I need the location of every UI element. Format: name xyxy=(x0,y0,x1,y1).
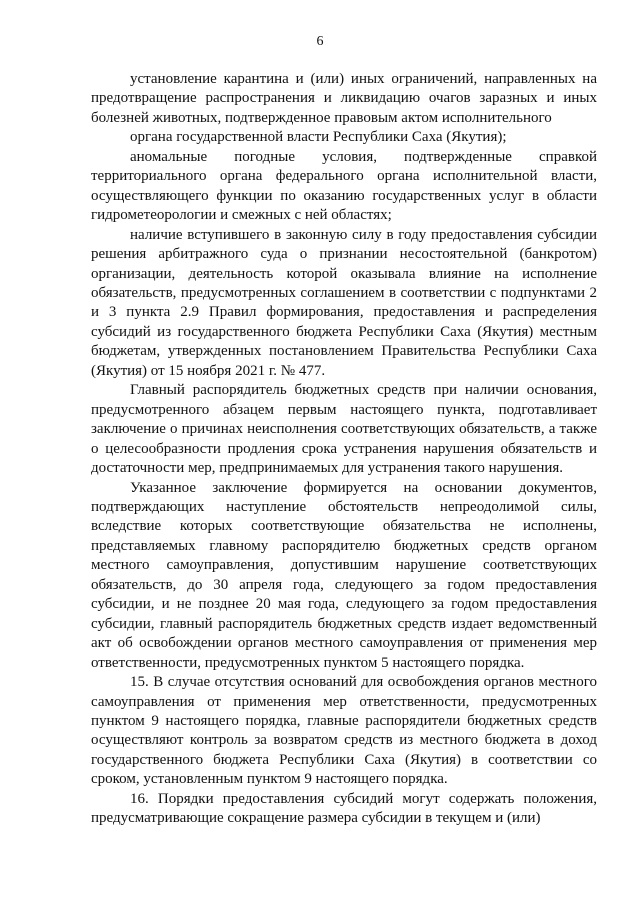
paragraph-weather: аномальные погодные условия, подтвержденные справкой территориального органа федерального органа исполнительной власти, осуществляющего функции по оказанию государственных услуг в области гидрометеорологии и смежных с ней областях; xyxy=(91,148,597,224)
paragraph-clause-15: 15. В случае отсутствия оснований для освобождения органов местного самоуправления от применения мер ответственности, предусмотренных пунктом 9 настоящего порядка, главные распорядители бюджетных средств осуществляют контроль за возвратом средств из местного бюджета в доход государственного бюджета Республики Саха (Якутия) в соответствии со сроком, установленным пунктом 9 настоящего порядка. xyxy=(91,674,597,788)
paragraph-bankruptcy: наличие вступившего в законную силу в году предоставления субсидии решения арбитражного суда о признании несостоятельной (банкротом) организации, деятельность которой оказывала влияние на исполнение обязательств, предусмотренных соглашением в соответствии с подпунктами 2 и 3 пункта 2.9 Правил формирования, предоставления и распределения субсидий из государственного бюджета Республики Саха (Якутия) местным бюджетам, утвержденных постановлением Правительства Республики Саха (Якутия) от 15 ноября 2021 г. № 477. xyxy=(91,226,597,379)
paragraph-clause-16: 16. Порядки предоставления субсидий могут содержать положения, предусматривающие сокращение размера субсидии в текущем и (или) xyxy=(91,790,597,827)
paragraph-quarantine: установление карантина и (или) иных ограничений, направленных на предотвращение распространения и ликвидацию очагов заразных и иных болезней животных, подтвержденное правовым актом исполнительного xyxy=(91,71,597,126)
paragraph-conclusion-basis: Указанное заключение формируется на основании документов, подтверждающих наступление обстоятельств непреодолимой силы, вследствие которых соответствующие обязательства не исполнены, представляемых главному распорядителю бюджетных средств органом местного самоуправления, допустившим нарушение соответствующих обязательств, до 30 апреля года, следующего за годом предоставления субсидии, и не позднее 20 мая года, следующего за годом предоставления субсидии, главный распорядитель бюджетных средств издает ведомственный акт об освобождении органов местного самоуправления от применения мер ответственности, предусмотренных пунктом 5 настоящего порядка. xyxy=(91,479,597,671)
paragraph-authority: органа государственной власти Республики Саха (Якутия); xyxy=(130,129,507,146)
document-body xyxy=(91,70,597,829)
page-number: 6 xyxy=(316,34,324,49)
paragraph-conclusion: Главный распорядитель бюджетных средств при наличии основания, предусмотренного абзацем первым настоящего пункта, подготавливает заключение о причинах неисполнения соответствующих обязательств, а также о целесообразности продления срока устранения нарушения обязательств и достаточности мер, предпринимаемых для устранения такого нарушения. xyxy=(91,382,597,477)
